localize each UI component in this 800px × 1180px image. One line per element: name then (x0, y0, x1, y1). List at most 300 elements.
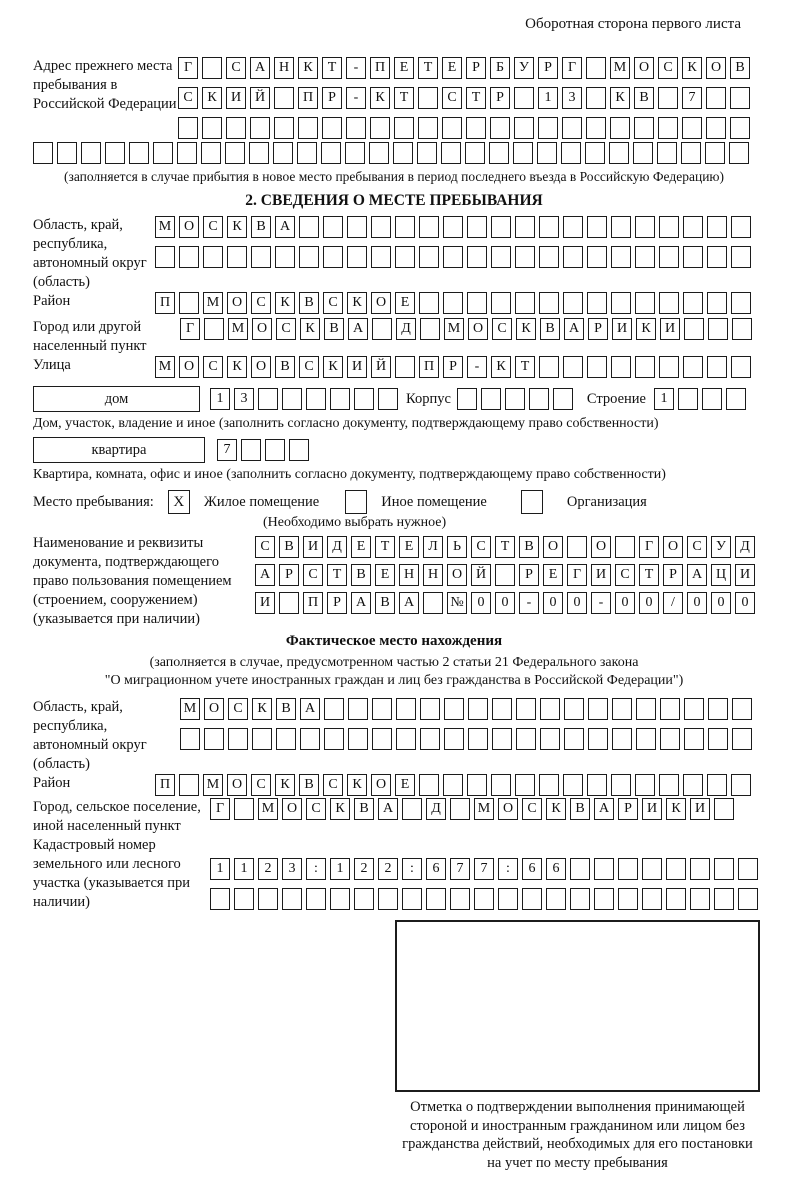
char-cell: Г (567, 564, 587, 586)
actual-location-title: Фактическое место нахождения (285, 633, 503, 649)
char-cell (419, 774, 439, 796)
char-cell (252, 728, 272, 750)
char-cell (324, 728, 344, 750)
char-cell (567, 536, 587, 558)
char-cell (492, 728, 512, 750)
char-cell: Р (588, 318, 608, 340)
char-cell (705, 142, 725, 164)
char-cell: П (298, 87, 318, 109)
char-cell: А (348, 318, 368, 340)
char-cell (553, 388, 573, 410)
char-cell: Р (519, 564, 539, 586)
char-cell: В (251, 216, 271, 238)
char-cell (234, 798, 254, 820)
char-cell: Т (375, 536, 395, 558)
char-cell (491, 216, 511, 238)
char-cell (457, 388, 477, 410)
stay-option-checkbox-residential: X (168, 490, 190, 514)
char-cell: - (519, 592, 539, 614)
char-cell: К (610, 87, 630, 109)
char-cell: С (178, 87, 198, 109)
char-cell (732, 728, 752, 750)
document-row-3 (255, 592, 755, 614)
char-cell: И (642, 798, 662, 820)
section2-title: 2. СВЕДЕНИЯ О МЕСТЕ ПРЕБЫВАНИЯ (245, 192, 543, 209)
char-cell: С (299, 356, 319, 378)
char-cell: К (275, 292, 295, 314)
char-cell (585, 142, 605, 164)
char-cell (730, 87, 750, 109)
char-cell (514, 87, 534, 109)
prev-address-row-2 (178, 87, 750, 109)
char-cell (732, 318, 752, 340)
char-cell (678, 388, 698, 410)
char-cell: А (250, 57, 270, 79)
char-cell: Р (327, 592, 347, 614)
char-cell: С (492, 318, 512, 340)
char-cell (474, 888, 494, 910)
char-cell: В (299, 774, 319, 796)
char-cell (731, 356, 751, 378)
char-cell: 1 (654, 388, 674, 410)
char-cell: С (658, 57, 678, 79)
char-cell (321, 142, 341, 164)
char-cell: Й (471, 564, 491, 586)
char-cell (372, 318, 392, 340)
char-cell (562, 117, 582, 139)
region-row-2 (155, 246, 751, 268)
char-cell (564, 728, 584, 750)
char-cell (636, 728, 656, 750)
char-cell: В (275, 356, 295, 378)
char-cell: О (227, 292, 247, 314)
char-cell: Н (399, 564, 419, 586)
char-cell (615, 536, 635, 558)
char-cell: С (203, 356, 223, 378)
actual-region-row-2 (180, 728, 752, 750)
char-cell: 1 (234, 858, 254, 880)
char-cell (419, 292, 439, 314)
char-cell (420, 698, 440, 720)
char-cell: Е (442, 57, 462, 79)
char-cell: О (591, 536, 611, 558)
document-row-1 (255, 536, 755, 558)
region-rows (155, 216, 751, 268)
city-block (33, 318, 755, 356)
char-cell: 7 (474, 858, 494, 880)
char-cell: В (519, 536, 539, 558)
char-cell (682, 117, 702, 139)
char-cell: Г (562, 57, 582, 79)
char-cell: : (402, 858, 422, 880)
stamp-note-line-1: Отметка о подтверждении выполнения принимающей (410, 1099, 745, 1115)
char-cell (564, 698, 584, 720)
char-cell: Е (543, 564, 563, 586)
char-cell (330, 388, 350, 410)
char-cell (731, 774, 751, 796)
char-cell: - (591, 592, 611, 614)
char-cell (372, 728, 392, 750)
char-cell: 6 (546, 858, 566, 880)
char-cell (426, 888, 446, 910)
char-cell (537, 142, 557, 164)
char-cell (730, 117, 750, 139)
char-cell: Р (538, 57, 558, 79)
char-cell (611, 216, 631, 238)
region-block (33, 216, 755, 292)
char-cell: 2 (354, 858, 374, 880)
char-cell: - (346, 87, 366, 109)
char-cell (258, 388, 278, 410)
char-cell: Й (371, 356, 391, 378)
char-cell: Д (327, 536, 347, 558)
char-cell (441, 142, 461, 164)
char-cell (395, 356, 415, 378)
actual-district-row (155, 774, 751, 796)
char-cell (634, 117, 654, 139)
char-cell: 0 (495, 592, 515, 614)
char-cell (683, 246, 703, 268)
char-cell: 0 (711, 592, 731, 614)
char-cell (258, 888, 278, 910)
char-cell (418, 117, 438, 139)
char-cell: М (180, 698, 200, 720)
document-rows (255, 534, 755, 614)
char-cell (707, 774, 727, 796)
char-cell (378, 888, 398, 910)
char-cell (57, 142, 77, 164)
char-cell: А (275, 216, 295, 238)
char-cell (659, 216, 679, 238)
char-cell: М (155, 356, 175, 378)
char-cell (618, 888, 638, 910)
cadastral-row-2 (210, 888, 758, 910)
char-cell (588, 698, 608, 720)
stay-option-label-residential: Жилое помещение (203, 493, 320, 510)
char-cell: : (306, 858, 326, 880)
char-cell: В (324, 318, 344, 340)
char-cell: О (252, 318, 272, 340)
char-cell: А (378, 798, 398, 820)
house-note: Дом, участок, владение и иное (заполнить согласно документу, подтверждающему право собственности) (33, 416, 659, 431)
char-cell: О (282, 798, 302, 820)
char-cell (203, 246, 223, 268)
char-cell (635, 216, 655, 238)
char-cell: К (330, 798, 350, 820)
char-cell (345, 142, 365, 164)
char-cell: Р (279, 564, 299, 586)
region-label: Область, край, республика, автономный округ (область) (33, 217, 147, 290)
char-cell (587, 774, 607, 796)
char-cell (706, 87, 726, 109)
char-cell (274, 117, 294, 139)
char-cell (683, 292, 703, 314)
city-label: Город или другой населенный пункт (33, 319, 147, 354)
char-cell: Г (180, 318, 200, 340)
char-cell: К (275, 774, 295, 796)
char-cell: Г (639, 536, 659, 558)
char-cell (659, 356, 679, 378)
prev-address-rows (178, 57, 750, 139)
char-cell (690, 888, 710, 910)
char-cell: Т (639, 564, 659, 586)
char-cell (346, 117, 366, 139)
char-cell: Е (395, 774, 415, 796)
actual-city-block (33, 798, 755, 836)
char-cell: К (298, 57, 318, 79)
char-cell: 7 (217, 439, 237, 461)
char-cell (371, 216, 391, 238)
char-cell: Д (426, 798, 446, 820)
prev-address-row-4 (33, 142, 755, 164)
char-cell (298, 117, 318, 139)
char-cell: С (251, 774, 271, 796)
cadastral-block (33, 836, 755, 912)
stamp-area (355, 920, 800, 1172)
char-cell: И (690, 798, 710, 820)
char-cell (513, 142, 533, 164)
apartment-line (33, 437, 755, 463)
char-cell: С (687, 536, 707, 558)
char-cell: В (375, 592, 395, 614)
char-cell (707, 216, 727, 238)
actual-region-rows (180, 698, 752, 750)
char-cell (444, 728, 464, 750)
char-cell: Т (394, 87, 414, 109)
char-cell (708, 698, 728, 720)
char-cell (179, 246, 199, 268)
char-cell: / (663, 592, 683, 614)
char-cell (491, 774, 511, 796)
char-cell (495, 564, 515, 586)
char-cell: К (202, 87, 222, 109)
char-cell (297, 142, 317, 164)
char-cell (726, 388, 746, 410)
char-cell: С (203, 216, 223, 238)
char-cell (395, 246, 415, 268)
char-cell (612, 728, 632, 750)
char-cell (516, 698, 536, 720)
char-cell (370, 117, 390, 139)
char-cell: М (444, 318, 464, 340)
char-cell (299, 216, 319, 238)
char-cell (396, 698, 416, 720)
char-cell (201, 142, 221, 164)
char-cell: Т (495, 536, 515, 558)
char-cell (467, 292, 487, 314)
char-cell (378, 388, 398, 410)
char-cell: П (155, 774, 175, 796)
char-cell (396, 728, 416, 750)
stay-type-line (33, 490, 755, 514)
char-cell (636, 698, 656, 720)
char-cell: К (252, 698, 272, 720)
char-cell (369, 142, 389, 164)
char-cell (395, 216, 415, 238)
region-row-1 (155, 216, 751, 238)
char-cell (466, 117, 486, 139)
stroenie-label: Строение (586, 391, 646, 407)
street-label: Улица (33, 357, 71, 373)
char-cell (202, 57, 222, 79)
char-cell: И (735, 564, 755, 586)
char-cell: С (226, 57, 246, 79)
char-cell (659, 246, 679, 268)
char-cell (489, 142, 509, 164)
char-cell: О (498, 798, 518, 820)
char-cell: : (498, 858, 518, 880)
char-cell (33, 142, 53, 164)
char-cell (516, 728, 536, 750)
city-row (180, 318, 752, 340)
char-cell (234, 888, 254, 910)
char-cell: А (300, 698, 320, 720)
char-cell (660, 728, 680, 750)
char-cell (393, 142, 413, 164)
char-cell (618, 858, 638, 880)
char-cell: М (203, 292, 223, 314)
char-cell (498, 888, 518, 910)
char-cell: М (258, 798, 278, 820)
char-cell: 1 (210, 388, 230, 410)
char-cell: К (491, 356, 511, 378)
apartment-note: Квартира, комната, офис и иное (заполнить согласно документу, подтверждающему право собственности) (33, 467, 666, 482)
char-cell: Р (618, 798, 638, 820)
char-cell (180, 728, 200, 750)
district-label: Район (33, 293, 71, 309)
actual-region-block (33, 698, 755, 774)
apartment-number-cells (217, 439, 309, 461)
char-cell (708, 728, 728, 750)
char-cell (714, 798, 734, 820)
char-cell: 0 (687, 592, 707, 614)
char-cell: В (351, 564, 371, 586)
stamp-note-line-2: стороной и иностранным гражданином или лицом без (410, 1117, 745, 1134)
char-cell (467, 774, 487, 796)
char-cell: А (351, 592, 371, 614)
char-cell (657, 142, 677, 164)
char-cell (515, 292, 535, 314)
char-cell: С (323, 292, 343, 314)
char-cell: В (354, 798, 374, 820)
char-cell: 7 (450, 858, 470, 880)
house-line (33, 386, 755, 412)
char-cell (282, 888, 302, 910)
char-cell (529, 388, 549, 410)
char-cell: П (370, 57, 390, 79)
char-cell (684, 318, 704, 340)
char-cell: А (255, 564, 275, 586)
char-cell: В (279, 536, 299, 558)
char-cell (347, 246, 367, 268)
char-cell (611, 774, 631, 796)
char-cell: Т (466, 87, 486, 109)
char-cell: 3 (234, 388, 254, 410)
char-cell: Е (395, 292, 415, 314)
char-cell (731, 216, 751, 238)
char-cell (594, 888, 614, 910)
char-cell: С (522, 798, 542, 820)
char-cell (539, 356, 559, 378)
char-cell (635, 356, 655, 378)
char-cell: П (303, 592, 323, 614)
char-cell (540, 698, 560, 720)
char-cell (635, 774, 655, 796)
char-cell (684, 728, 704, 750)
char-cell (420, 728, 440, 750)
char-cell (226, 117, 246, 139)
prev-address-note: (заполняется в случае прибытия в новое место пребывания в период последнего въезда в Российскую Федерацию) (63, 169, 725, 184)
char-cell (330, 888, 350, 910)
char-cell (563, 216, 583, 238)
char-cell (442, 117, 462, 139)
char-cell: 3 (562, 87, 582, 109)
char-cell: М (228, 318, 248, 340)
char-cell: С (471, 536, 491, 558)
stay-type-label: Место пребывания: (33, 494, 154, 510)
char-cell (265, 439, 285, 461)
char-cell (707, 356, 727, 378)
char-cell (594, 858, 614, 880)
char-cell (587, 246, 607, 268)
char-cell (561, 142, 581, 164)
char-cell (105, 142, 125, 164)
char-cell (642, 888, 662, 910)
char-cell: П (155, 292, 175, 314)
district-row (155, 292, 751, 314)
char-cell: Г (210, 798, 230, 820)
char-cell: С (251, 292, 271, 314)
char-cell: С (615, 564, 635, 586)
char-cell: 0 (615, 592, 635, 614)
char-cell: И (612, 318, 632, 340)
char-cell (481, 388, 501, 410)
stamp-note (355, 1098, 800, 1172)
char-cell (177, 142, 197, 164)
char-cell: 6 (522, 858, 542, 880)
char-cell: И (347, 356, 367, 378)
char-cell (570, 858, 590, 880)
char-cell (300, 728, 320, 750)
char-cell (731, 246, 751, 268)
char-cell: Р (663, 564, 683, 586)
char-cell (702, 388, 722, 410)
char-cell (635, 292, 655, 314)
char-cell (666, 858, 686, 880)
char-cell: - (346, 57, 366, 79)
char-cell: О (634, 57, 654, 79)
char-cell (443, 246, 463, 268)
char-cell (227, 246, 247, 268)
char-cell (178, 117, 198, 139)
char-cell: № (447, 592, 467, 614)
char-cell (323, 246, 343, 268)
stay-option-checkbox-other (345, 490, 367, 514)
char-cell (515, 216, 535, 238)
char-cell (179, 292, 199, 314)
char-cell: О (468, 318, 488, 340)
char-cell (714, 858, 734, 880)
char-cell (241, 439, 261, 461)
document-block (33, 534, 755, 629)
char-cell (129, 142, 149, 164)
char-cell: И (660, 318, 680, 340)
char-cell (658, 87, 678, 109)
char-cell: 2 (378, 858, 398, 880)
char-cell (468, 698, 488, 720)
char-cell (540, 728, 560, 750)
char-cell (279, 592, 299, 614)
